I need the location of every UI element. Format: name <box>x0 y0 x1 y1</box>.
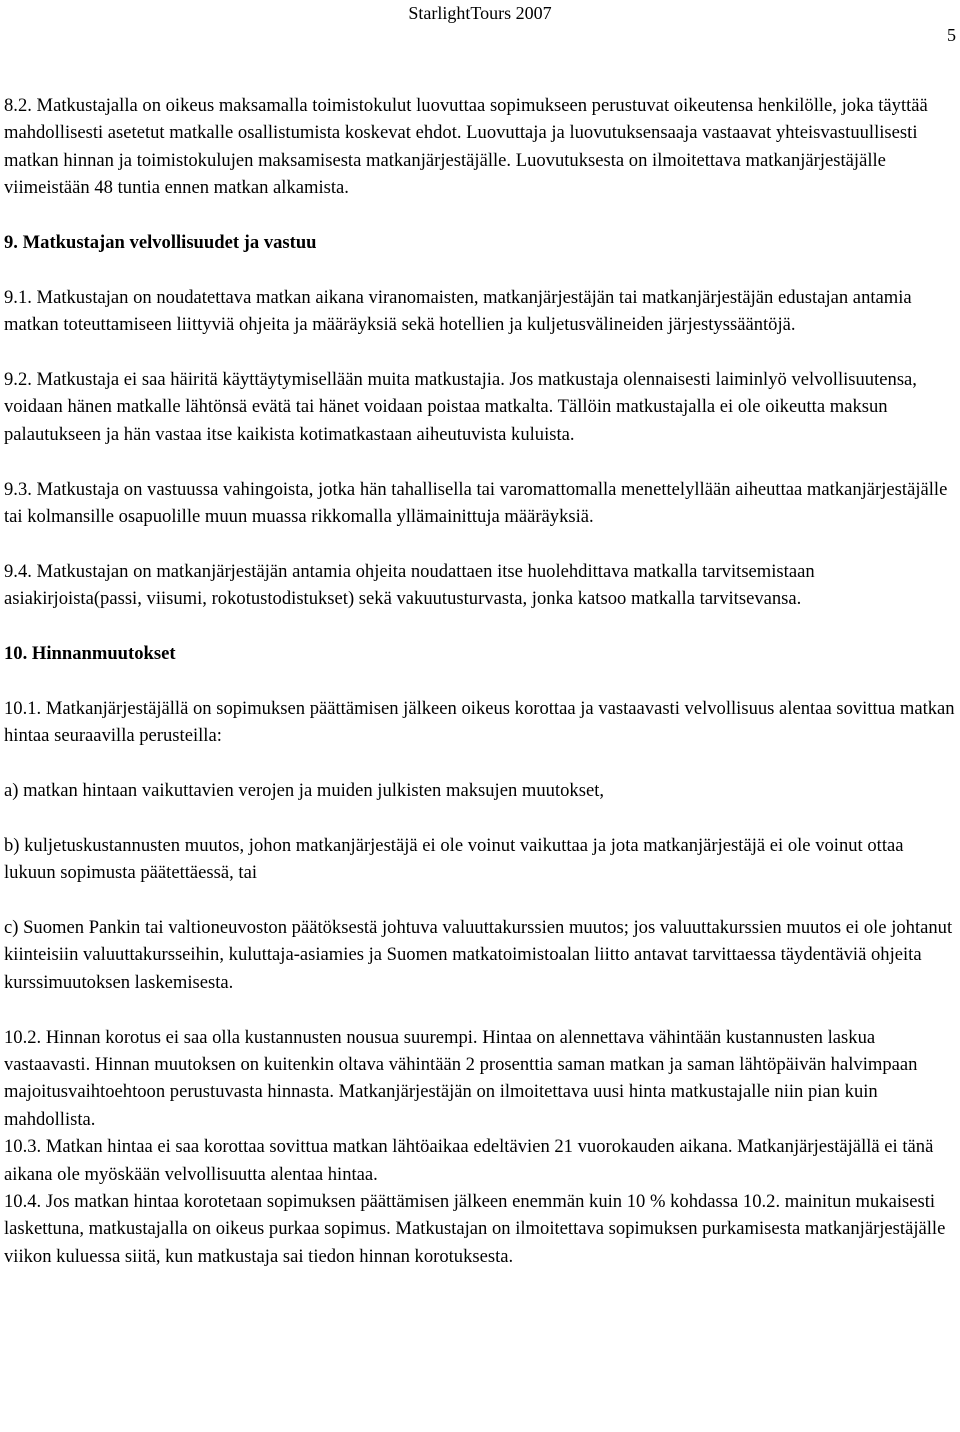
section-heading-10: 10. Hinnanmuutokset <box>4 643 176 665</box>
paragraph-9-1: 9.1. Matkustajan on noudatettava matkan aikana viranomaisten, matkanjärjestäjän tai matkanjärjestäjän edustajan antamia matkan toteuttamiseen liittyviä ohjeita ja määräyksiä sekä hotellien ja kuljetusvälineiden järjestyssääntöjä. <box>4 286 912 336</box>
paragraph-9-4: 9.4. Matkustajan on matkanjärjestäjän antamia ohjeita noudattaen itse huolehdittava matkalla tarvitsemistaan asiakirjoista(passi, viisumi, rokotustodistukset) sekä vakuutusturvasta, jonka katsoo matkalla tarvitsevansa. <box>4 560 815 610</box>
page-number: 5 <box>947 25 956 45</box>
paragraph-9-2: 9.2. Matkustaja ei saa häiritä käyttäytymisellään muita matkustajia. Jos matkustaja olennaisesti laiminlyö velvollisuutensa, voidaan hänen matkalle lähtönsä evätä tai hänet voidaan poistaa matkalta. Tällöin matkustajalla ei ole oikeutta maksun palautukseen ja hän vastaa itse kaikista kotimatkastaan aiheutuvista kuluista. <box>4 369 917 445</box>
section-heading-9: 9. Matkustajan velvollisuudet ja vastuu <box>4 232 317 254</box>
document-header: StarlightTours 2007 <box>408 3 552 23</box>
paragraph-10-2: 10.2. Hinnan korotus ei saa olla kustannusten nousua suurempi. Hintaa on alennettava vähintään kustannusten laskua vastaavasti. Hinnan muutoksen on kuitenkin oltava vähintään 2 prosenttia saman matkan ja saman lähtöpäivän halvimpaan majoitusvaihtoehtoon perustuvasta hinnasta. Matkanjärjestäjän on ilmoitettava uusi hinta matkustajalle niin pian kuin mahdollista. <box>4 1026 918 1130</box>
paragraph-8-2: 8.2. Matkustajalla on oikeus maksamalla toimistokulut luovuttaa sopimukseen perustuvat oikeutensa henkilölle, joka täyttää mahdollisesti asetetut matkalle osallistumista koskevat ehdot. Luovuttaja ja luovutuksensaaja vastaavat yhteisvastuullisesti matkan hinnan ja toimistokulujen maksamisesta matkanjärjestäjälle. Luovutuksesta on ilmoitettava matkanjärjestäjälle viimeistään 48 tuntia ennen matkan alkamista. <box>4 95 928 199</box>
list-item-b: b) kuljetuskustannusten muutos, johon matkanjärjestäjä ei ole voinut vaikuttaa ja jota matkanjärjestäjä ei ole voinut ottaa lukuun sopimusta päätettäessä, tai <box>4 834 904 884</box>
document-body <box>4 92 956 1270</box>
paragraph-10-4: 10.4. Jos matkan hintaa korotetaan sopimuksen päättämisen jälkeen enemmän kuin 10 % kohdassa 10.2. mainitun mukaisesti laskettuna, matkustajalla on oikeus purkaa sopimus. Matkustajan on ilmoitettava sopimuksen purkamisesta matkanjärjestäjälle viikon kuluessa siitä, kun matkustaja sai tiedon hinnan korotuksesta. <box>4 1191 946 1267</box>
paragraph-10-3: 10.3. Matkan hintaa ei saa korottaa sovittua matkan lähtöaikaa edeltävien 21 vuorokauden aikana. Matkanjärjestäjällä ei tänä aikana ole myöskään velvollisuutta alentaa hintaa. <box>4 1136 934 1185</box>
list-item-c: c) Suomen Pankin tai valtioneuvoston päätöksestä johtuva valuuttakurssien muutos; jos valuuttakurssien muutos ei ole johtanut kiinteisiin valuuttakursseihin, kuluttaja-asiamies ja Suomen matkatoimistoalan liitto antavat tarvittaessa täydentäviä ohjeita kurssimuutoksen laskemisesta. <box>4 917 953 993</box>
paragraph-9-3: 9.3. Matkustaja on vastuussa vahingoista, jotka hän tahallisella tai varomattomalla menettelyllään aiheuttaa matkanjärjestäjälle tai kolmansille osapuolille muun muassa rikkomalla yllämainittuja määräyksiä. <box>4 478 948 528</box>
paragraph-10-1: 10.1. Matkanjärjestäjällä on sopimuksen päättämisen jälkeen oikeus korottaa ja vastaavasti velvollisuus alentaa sovittua matkan hintaa seuraavilla perusteilla: <box>4 697 955 747</box>
list-item-a: a) matkan hintaan vaikuttavien verojen ja muiden julkisten maksujen muutokset, <box>4 780 605 802</box>
